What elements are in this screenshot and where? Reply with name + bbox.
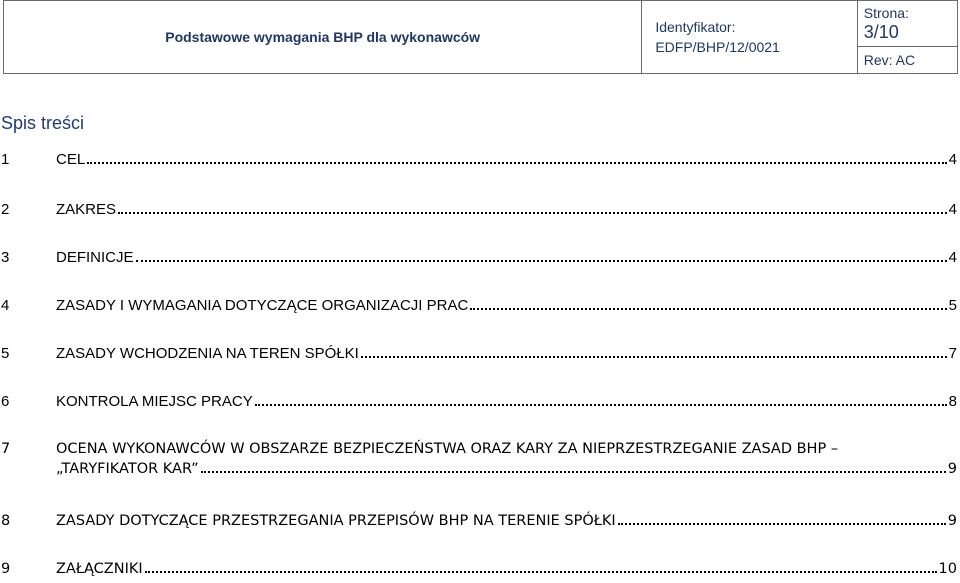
- toc-entry-5[interactable]: [1, 345, 957, 362]
- toc-entry-2[interactable]: [1, 201, 957, 218]
- toc-heading: Spis treści: [1, 113, 85, 133]
- toc-entry-6[interactable]: [1, 393, 957, 410]
- toc-entry-number: 5: [1, 345, 10, 362]
- page-label: Strona:: [863, 4, 909, 21]
- toc-entry-page: 4: [948, 201, 957, 218]
- toc-entry-title-line1: OCENA WYKONAWCÓW W OBSZARZE BEZPIECZEŃSTWA ORAZ KARY ZA NIEPRZESTRZEGANIE ZASAD BHP –: [56, 441, 839, 457]
- toc-entry-title-line2: „TARYFIKATOR KAR”: [56, 461, 199, 477]
- toc-entry-number: 2: [1, 201, 10, 218]
- dot-leader: [145, 571, 937, 573]
- revision: Rev: AC: [857, 47, 957, 74]
- toc-entry-page: 4: [948, 249, 957, 266]
- toc-entry-number: 1: [1, 151, 10, 168]
- dot-leader: [618, 523, 946, 525]
- toc-entry-8[interactable]: [1, 513, 957, 529]
- toc-entry-page: 10: [938, 561, 957, 577]
- toc-entry-number: 6: [1, 393, 10, 410]
- toc-entry-title: ZAŁĄCZNIKI: [56, 561, 143, 577]
- toc-entry-9[interactable]: [1, 561, 957, 577]
- toc-entry-title: ZASADY I WYMAGANIA DOTYCZĄCE ORGANIZACJI PRAC: [56, 297, 469, 314]
- dot-leader: [255, 404, 947, 406]
- toc-entry-number: 3: [1, 249, 10, 266]
- toc-entry-page: 9: [947, 461, 957, 477]
- toc-entry-page: 9: [947, 513, 957, 529]
- dot-leader: [201, 471, 946, 473]
- toc-entry-number: 8: [1, 513, 11, 529]
- document-identifier: [642, 1, 857, 74]
- dot-leader: [470, 308, 946, 310]
- page-number: 3/10: [863, 21, 899, 42]
- toc-entry-title: CEL: [56, 151, 86, 168]
- toc-entry-3[interactable]: [1, 249, 957, 266]
- toc-entry-page: 5: [948, 297, 957, 314]
- toc-entry-title: ZASADY WCHODZENIA NA TEREN SPÓŁKI: [56, 345, 359, 362]
- toc-entry-number: 4: [1, 297, 10, 314]
- toc-entry-7[interactable]: [1, 441, 957, 477]
- toc-entry-1[interactable]: [1, 151, 957, 168]
- toc-entry-title: ZASADY DOTYCZĄCE PRZESTRZEGANIA PRZEPISÓW BHP NA TERENIE SPÓŁKI: [56, 513, 616, 529]
- toc-entry-title: DEFINICJE: [56, 249, 134, 266]
- identifier-label: Identyfikator:: [655, 19, 736, 35]
- toc-entry-page: 8: [948, 393, 957, 410]
- toc-entry-title: KONTROLA MIEJSC PRACY: [56, 393, 253, 410]
- toc-entry-number: 7: [1, 441, 11, 457]
- dot-leader: [361, 356, 947, 358]
- page-indicator: [857, 1, 957, 47]
- toc-entry-4[interactable]: [1, 297, 957, 314]
- toc-entry-page: 7: [948, 345, 957, 362]
- dot-leader: [136, 260, 947, 262]
- toc-entry-page: 4: [948, 151, 957, 168]
- dot-leader: [118, 212, 947, 214]
- document-title: Podstawowe wymagania BHP dla wykonawców: [4, 1, 642, 74]
- dot-leader: [87, 162, 946, 164]
- toc-entry-number: 9: [1, 561, 11, 577]
- document-header: [3, 0, 958, 74]
- toc-entry-title: ZAKRES: [56, 201, 117, 218]
- identifier-value: EDFP/BHP/12/0021: [655, 39, 780, 55]
